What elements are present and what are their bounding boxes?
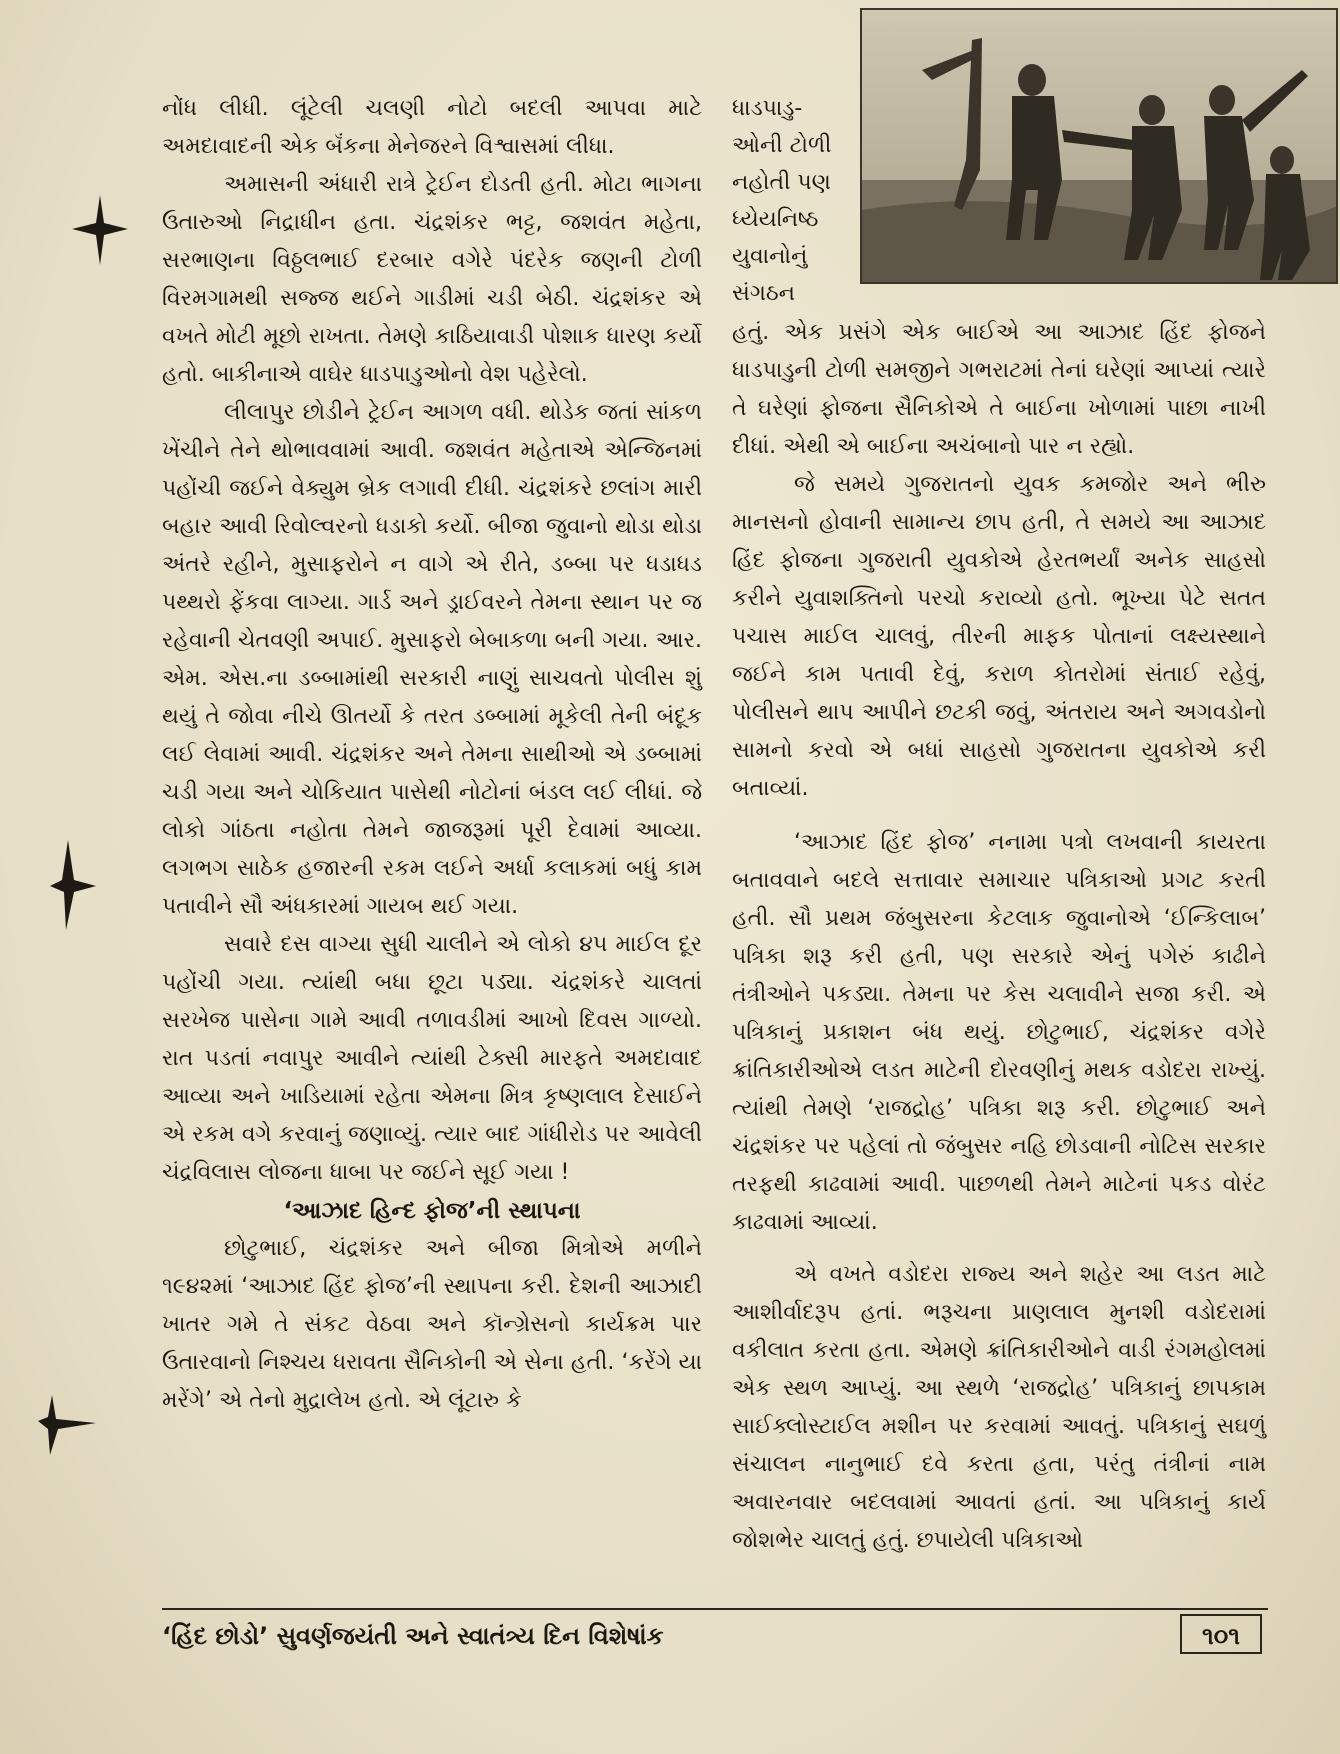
caption-line: ધાડપાડુ- [732,96,803,121]
page-number: ૧૦૧ [1180,1614,1262,1654]
photo-caption [732,90,862,312]
photo-revolutionaries [860,8,1338,284]
paragraph: નોંધ લીધી. લૂંટેલી ચલણી નોટો બદલી આપવા માટે અમદાવાદની એક બૅંકના મેનેજરને વિશ્વાસમાં લીધા. [162,96,702,159]
paper-tear-mark [38,1395,98,1455]
footer-divider [162,1608,1268,1610]
paragraph: જે સમયે ગુજરાતનો યુવક કમજોર અને ભીરુ માનસનો હોવાની સામાન્ય છાપ હતી, તે સમયે આ આઝાદ હિંદ ફોજના ગુજરાતી યુવકોએ હેરતભર્યાં અનેક સાહસો કરીને યુવાશક્તિનો પરચો કરાવ્યો હતો. ભૂખ્યા પેટે સતત પચાસ માઈલ ચાલવું, તીરની માફક પોતાનાં લક્ષ્યસ્થાને જઈને કામ પતાવી દેવું, કરાળ કોતરોમાં સંતાઈ રહેવું, પોલીસને થાપ આપીને છટકી જવું, અંતરાય અને અગવડોનો સામનો કરવો એ બધાં સાહસો ગુજરાતના યુવકોએ કરી બતાવ્યાં. [732,472,1266,801]
footer-title: ‘હિંદ છોડો’ સુવર્ણજયંતી અને સ્વાતંત્ર્ય દિન વિશેષાંક [162,1622,664,1650]
caption-line: નહોતી પણ [732,170,831,195]
paper-tear-mark [48,840,98,930]
right-column-top [732,314,1266,808]
caption-line: યુવાનોનું [732,244,808,269]
right-column [732,824,1266,1560]
left-column [162,90,702,1420]
caption-line: સંગઠન [732,281,796,306]
caption-line: ધ્યેયનિષ્ઠ [732,207,819,232]
paragraph: ‘આઝાદ હિંદ ફોજ’ નનામા પત્રો લખવાની કાયરતા બતાવવાને બદલે સત્તાવાર સમાચાર પત્રિકાઓ પ્રગટ કરતી હતી. સૌ પ્રથમ જંબુસરના કેટલાક જુવાનોએ ‘ઈન્કિલાબ’ પત્રિકા શરૂ કરી હતી, પણ સરકારે એનું પગેરું કાઢીને તંત્રીઓને પકડ્યા. તેમના પર કેસ ચલાવીને સજા કરી. એ પત્રિકાનું પ્રકાશન બંધ થયું. છોટુભાઈ, ચંદ્રશંકર વગેરે ક્રાંતિકારીઓએ લડત માટેની દોરવણીનું મથક વડોદરા રાખ્યું. ત્યાંથી તેમણે ‘રાજદ્રોહ’ પત્રિકા શરૂ કરી. છોટુભાઈ અને ચંદ્રશંકર પર પહેલાં તો જંબુસર નહિ છોડવાની નોટિસ સરકાર તરફથી કાઢવામાં આવી. પાછળથી તેમને માટેનાં પકડ વોરંટ કાઢવામાં આવ્યાં. [732,830,1266,1235]
paragraph: સવારે દસ વાગ્યા સુધી ચાલીને એ લોકો ૪૫ માઈલ દૂર પહોંચી ગયા. ત્યાંથી બધા છૂટા પડ્યા. ચંદ્રશંકરે ચાલતાં સરખેજ પાસેના ગામે આવી તળાવડીમાં આખો દિવસ ગાળ્યો. રાત પડતાં નવાપુર આવીને ત્યાંથી ટેક્સી મારફતે અમદાવાદ આવ્યા અને ખાડિયામાં રહેતા એમના મિત્ર કૃષ્ણલાલ દેસાઈને એ રકમ વગે કરવાનું જણાવ્યું. ત્યાર બાદ ગાંધીરોડ પર આવેલી ચંદ્રવિલાસ લોજના ધાબા પર જઈને સૂઈ ગયા ! [162,932,702,1185]
paragraph: હતું. એક પ્રસંગે એક બાઈએ આ આઝાદ હિંદ ફોજને ધાડપાડુની ટોળી સમજીને ગભરાટમાં તેનાં ઘરેણાં આપ્યાં ત્યારે તે ઘરેણાં ફોજના સૈનિકોએ તે બાઈના ખોળામાં પાછા નાખી દીધાં. એથી એ બાઈના અચંબાનો પાર ન રહ્યો. [732,320,1266,459]
section-heading: ‘આઝાદ હિન્દ ફોજ’ની સ્થાપના [283,1198,581,1224]
caption-line: ઓની ટોળી [732,133,832,158]
paper-tear-mark [70,195,130,265]
paragraph: લીલાપુર છોડીને ટ્રેઈન આગળ વધી. થોડેક જતાં સાંકળ ખેંચીને તેને થોભાવવામાં આવી. જશવંત મહેતાએ એન્જિનમાં પહોંચી જઈને વેક્યુમ બ્રેક લગાવી દીધી. ચંદ્રશંકરે છલાંગ મારી બહાર આવી રિવોલ્વરનો ધડાકો કર્યો. બીજા જુવાનો થોડા થોડા અંતરે રહીને, મુસાફરોને ન વાગે એ રીતે, ડબ્બા પર ધડાધડ પથ્થરો ફેંકવા લાગ્યા. ગાર્ડ અને ડ્રાઈવરને તેમના સ્થાન પર જ રહેવાની ચેતવણી અપાઈ. મુસાફરો બેબાકળા બની ગયા. આર. એમ. એસ.ના ડબ્બામાંથી સરકારી નાણું સાચવતો પોલીસ શું થયું તે જોવા નીચે ઊતર્યો કે તરત ડબ્બામાં મૂકેલી તેની બંદૂક લઈ લેવામાં આવી. ચંદ્રશંકર અને તેમના સાથીઓ એ ડબ્બામાં ચડી ગયા અને ચોકિયાત પાસેથી નોટોનાં બંડલ લઈ લીધાં. જે લોકો ગાંઠતા નહોતા તેમને જાજરૂમાં પૂરી દેવામાં આવ્યા. લગભગ સાઠેક હજારની રકમ લઈને અર્ધા કલાકમાં બધું કામ પતાવીને સૌ અંધકારમાં ગાયબ થઈ ગયા. [162,400,702,919]
paragraph: છોટુભાઈ, ચંદ્રશંકર અને બીજા મિત્રોએ મળીને ૧૯૪૨માં ‘આઝાદ હિંદ ફોજ’ની સ્થાપના કરી. દેશની આઝાદી ખાતર ગમે તે સંકટ વેઠવા અને કૉન્ગ્રેસનો કાર્યક્રમ પાર ઉતારવાનો નિશ્ચય ધરાવતા સૈનિકોની એ સેના હતી. ‘કરેંગે યા મરેંગે’ એ તેનો મુદ્રાલેખ હતો. એ લૂંટારુ કે [162,1236,702,1413]
paragraph: એ વખતે વડોદરા રાજ્ય અને શહેર આ લડત માટે આશીર્વાદરૂપ હતાં. ભરૂચના પ્રાણલાલ મુનશી વડોદરામાં વકીલાત કરતા હતા. એમણે ક્રાંતિકારીઓને વાડી રંગમહોલમાં એક સ્થળ આપ્યું. આ સ્થળે ‘રાજદ્રોહ’ પત્રિકાનું છાપકામ સાઈક્લોસ્ટાઈલ મશીન પર કરવામાં આવતું. પત્રિકાનું સઘળું સંચાલન નાનુભાઈ દવે કરતા હતા, પરંતુ તંત્રીનાં નામ અવારનવાર બદલવામાં આવતાં હતાં. આ પત્રિકાનું કાર્ય જોશભેર ચાલતું હતું. છપાયેલી પત્રિકાઓ [732,1262,1266,1553]
photo-image [862,10,1338,284]
paragraph: અમાસની અંધારી રાત્રે ટ્રેઈન દોડતી હતી. મોટા ભાગના ઉતારુઓ નિદ્રાધીન હતા. ચંદ્રશંકર ભટ્ટ, જશવંત મહેતા, સરભાણના વિઠ્ઠલભાઈ દરબાર વગેરે પંદરેક જણની ટોળી વિરમગામથી સજ્જ થઈને ગાડીમાં ચડી બેઠી. ચંદ્રશંકર એ વખતે મોટી મૂછો રાખતા. તેમણે કાઠિયાવાડી પોશાક ધારણ કર્યો હતો. બાકીનાએ વાઘેર ધાડપાડુઓનો વેશ પહેરેલો. [162,172,702,387]
